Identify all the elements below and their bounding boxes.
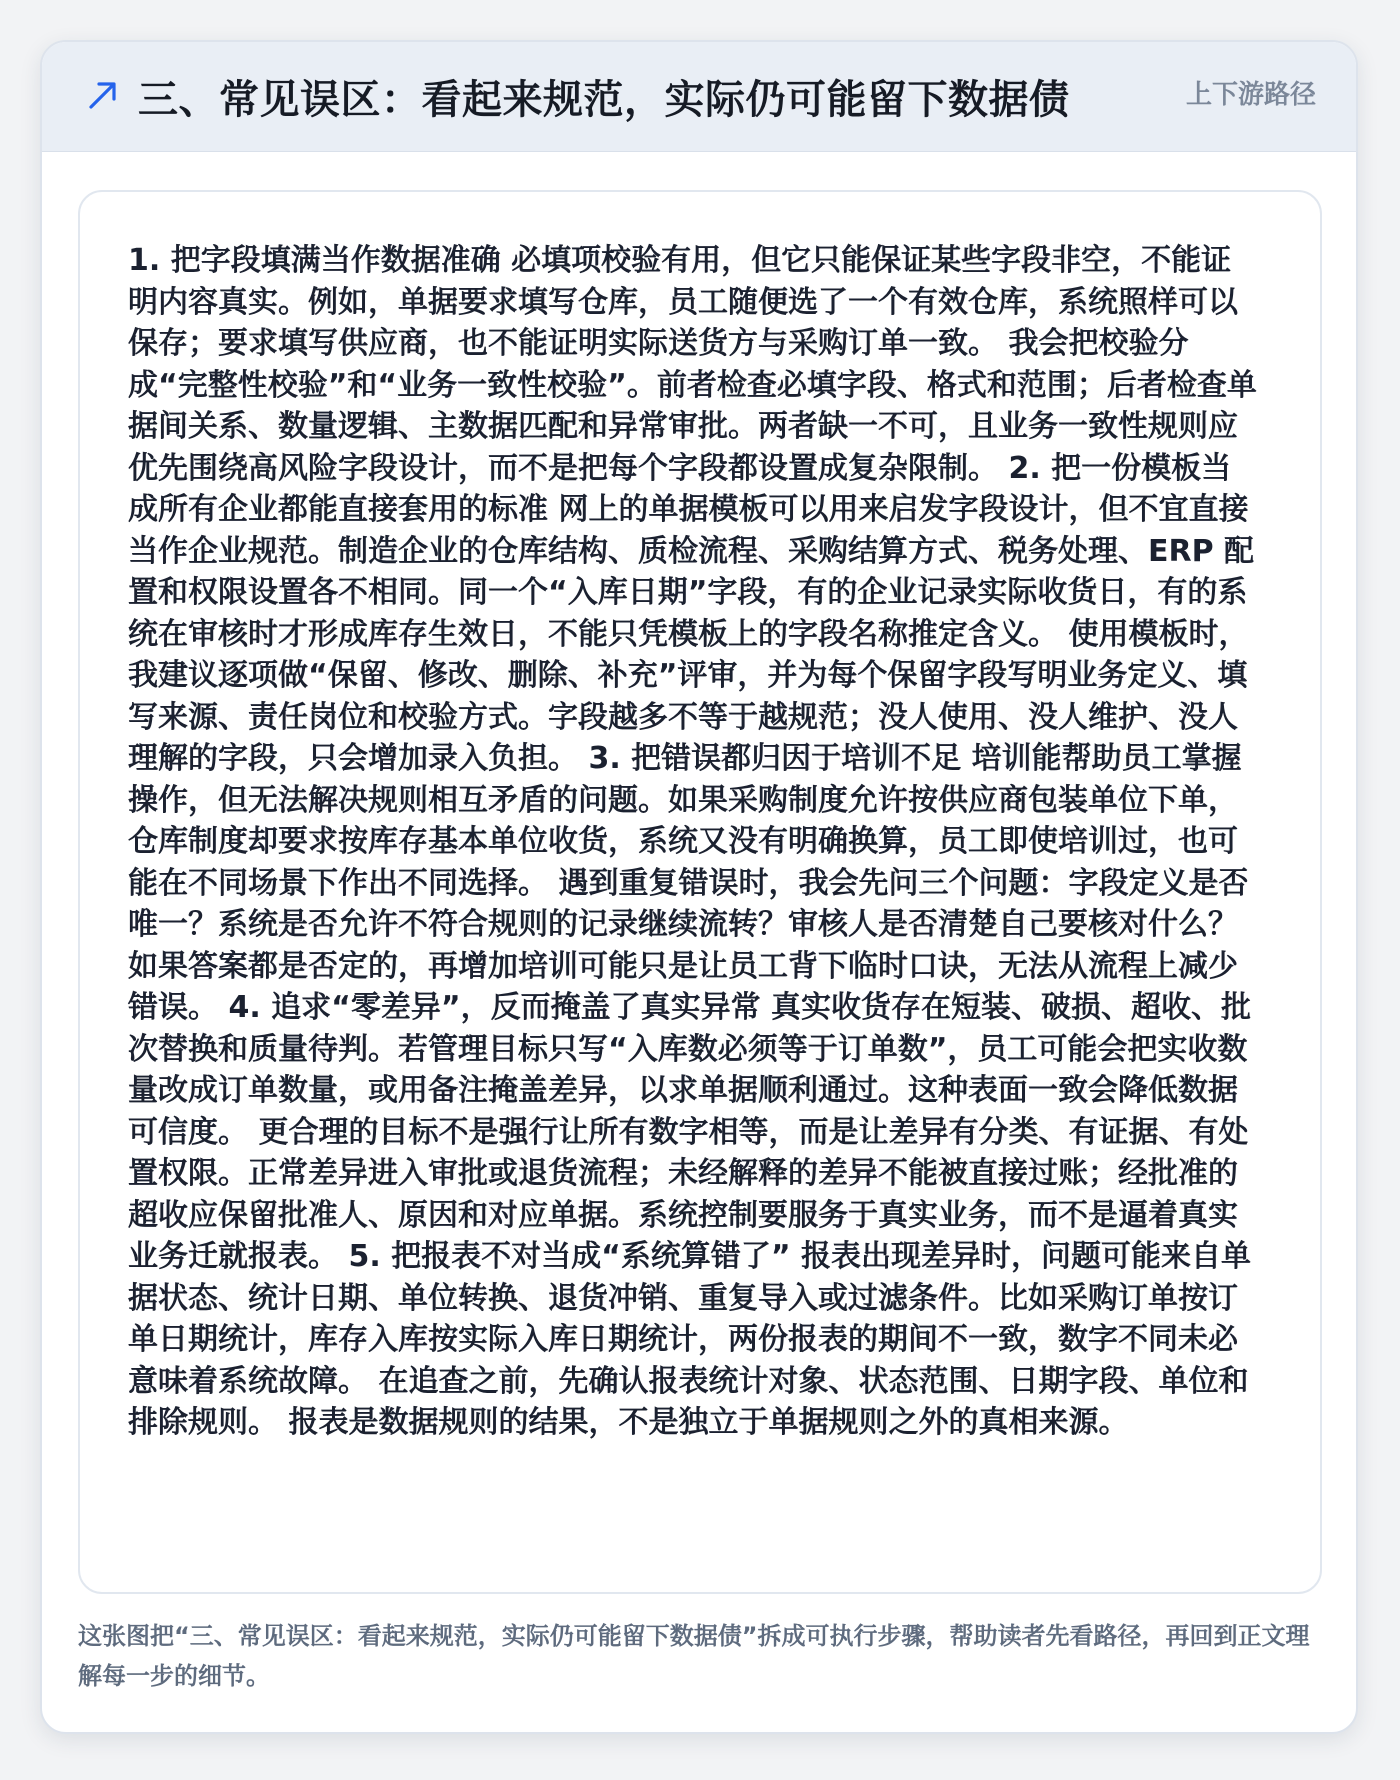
content-panel (78, 190, 1322, 1594)
path-tag: 上下游路径 (1185, 80, 1316, 110)
body-text: 1. 把字段填满当作数据准确 必填项校验有用，但它只能保证某些字段非空，不能证明内容真实。例如，单据要求填写仓库，员工随便选了一个有效仓库，系统照样可以保存；要求填写供应商，也不能证明实际送货方与采购订单一致。 我会把校验分成“完整性校验”和“业务一致性校验”。前者检查必填字段、格式和范围；后者检查单据间关系、数量逻辑、主数据匹配和异常审批。两者缺一不可，且业务一致性规则应优先围绕高风险字段设计，而不是把每个字段都设置成复杂限制。 2. 把一份模板当成所有企业都能直接套用的标准 网上的单据模板可以用来启发字段设计，但不宜直接当作企业规范。制造企业的仓库结构、质检流程、采购结算方式、税务处理、ERP 配置和权限设置各不相同。同一个“入库日期”字段，有的企业记录实际收货日，有的系统在审核时才形成库存生效日，不能只凭模板上的字段名称推定含义。 使用模板时，我建议逐项做“保留、修改、删除、补充”评审，并为每个保留字段写明业务定义、填写来源、责任岗位和校验方式。字段越多不等于越规范；没人使用、没人维护、没人理解的字段，只会增加录入负担。 3. 把错误都归因于培训不足 培训能帮助员工掌握操作，但无法解决规则相互矛盾的问题。如果采购制度允许按供应商包装单位下单，仓库制度却要求按库存基本单位收货，系统又没有明确换算，员工即使培训过，也可能在不同场景下作出不同选择。 遇到重复错误时，我会先问三个问题：字段定义是否唯一？系统是否允许不符合规则的记录继续流转？审核人是否清楚自己要核对什么？如果答案都是否定的，再增加培训可能只是让员工背下临时口诀，无法从流程上减少错误。 4. 追求“零差异”，反而掩盖了真实异常 真实收货存在短装、破损、超收、批次替换和质量待判。若管理目标只写“入库数必须等于订单数”，员工可能会把实收数量改成订单数量，或用备注掩盖差异，以求单据顺利通过。这种表面一致会降低数据可信度。 更合理的目标不是强行让所有数字相等，而是让差异有分类、有证据、有处置权限。正常差异进入审批或退货流程；未经解释的差异不能被直接过账；经批准的超收应保留批准人、原因和对应单据。系统控制要服务于真实业务，而不是逼着真实业务迁就报表。 5. 把报表不对当成“系统算错了” 报表出现差异时，问题可能来自单据状态、统计日期、单位转换、退货冲销、重复导入或过滤条件。比如采购订单按订单日期统计，库存入库按实际入库日期统计，两份报表的期间不一致，数字不同未必意味着系统故障。 在追查之前，先确认报表统计对象、状态范围、日期字段、单位和排除规则。 报表是数据规则的结果，不是独立于单据规则之外的真相来源。 (128, 243, 1257, 1440)
figure-caption: 这张图把“三、常见误区：看起来规范，实际仍可能留下数据债”拆成可执行步骤，帮助读者先看路径，再回到正文理解每一步的细节。 (78, 1622, 1310, 1690)
card-header (42, 42, 1356, 152)
arrow-up-right-icon (86, 78, 120, 112)
article-card (40, 40, 1358, 1734)
section-title: 三、常见误区：看起来规范，实际仍可能留下数据债 (138, 77, 1070, 123)
